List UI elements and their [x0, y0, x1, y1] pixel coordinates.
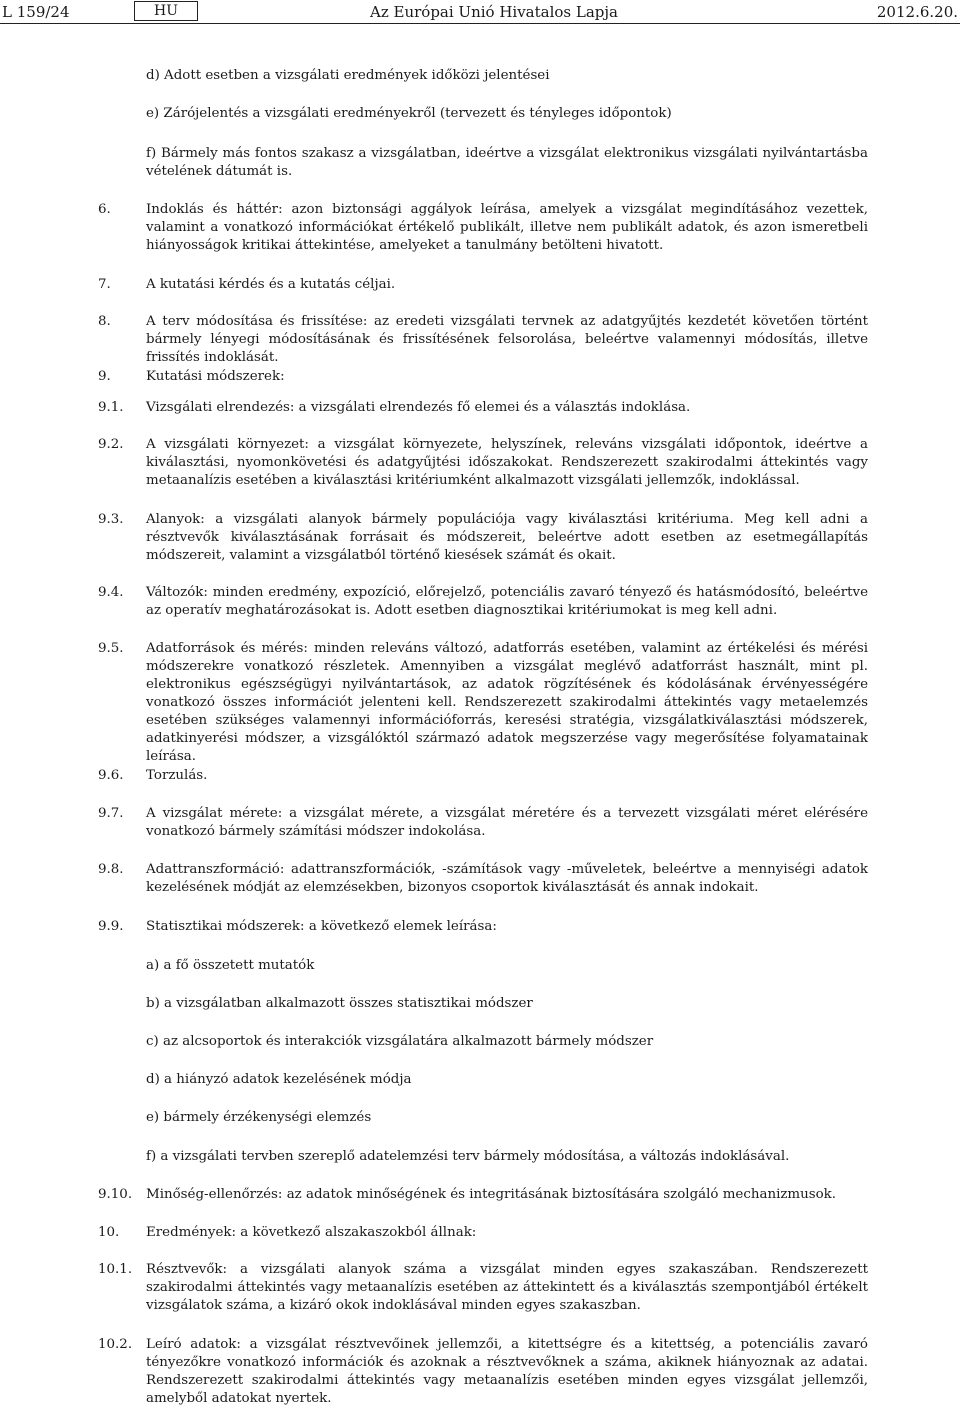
section-9-3: [98, 511, 868, 565]
section-10: [98, 1224, 868, 1242]
section-text: Adatforrások és mérés: minden releváns változó, adatforrás esetében, valamint az értékelési és mérési módszerekre vonatkozó részletek. Amennyiben a vizsgálat meglévő adatforrást használt, mint pl. elektronikus egészségügyi nyilvántartások, az adatok rögzítésének és kódolásának érvényességére vonatkozó összes információt jelenteni kell. Rendszerezett szakirodalmi áttekintés vagy metaelemzés esetében szükséges valamennyi információforrás, keresési stratégia, vizsgálatkiválasztási módszerek, adatkinyerési módszer, a vizsgálóktól származó adatok megszerzése vagy megerősítése folyamatainak leírása.: [146, 641, 868, 764]
section-9-5: [98, 640, 868, 766]
list-item: f) Bármely más fontos szakasz a vizsgálatban, ideértve a vizsgálat elektronikus vizsgálati nyilvántartásba vételének dátumát is.: [146, 146, 868, 179]
section-9-8: [98, 861, 868, 897]
page-code: L 159/24: [2, 3, 70, 21]
section-9-7: [98, 805, 868, 841]
section-10-2: [98, 1336, 868, 1408]
section-9-4: [98, 584, 868, 620]
section-text: Minőség-ellenőrzés: az adatok minőségének és integritásának biztosítására szolgáló mechanizmusok.: [146, 1187, 837, 1202]
section-9-6: [98, 767, 868, 785]
section-number: 9.7.: [98, 806, 124, 821]
list-item: c) az alcsoportok és interakciók vizsgálatára alkalmazott bármely módszer: [146, 1034, 654, 1049]
section-text: Vizsgálati elrendezés: a vizsgálati elrendezés fő elemei és a választás indoklása.: [146, 400, 691, 415]
section-number: 9.9.: [98, 919, 124, 934]
section-number: 9.10.: [98, 1187, 133, 1202]
section-text: Indoklás és háttér: azon biztonsági aggályok leírása, amelyek a vizsgálat megindításához vezettek, valamint a vonatkozó információkat értékelő publikált, illetve nem publikált adatok, és azon ismeretbeli hiányosságok kritikai áttekintése, amelyeket a tanulmány betölteni hivatott.: [146, 202, 868, 253]
section-text: Torzulás.: [146, 768, 208, 783]
section-text: A terv módosítása és frissítése: az eredeti vizsgálati tervnek az adatgyűjtés kezdetét követően történt bármely lényegi módosításának és frissítésének felsorolása, beleértve valamennyi módosítás, illetve frissítés indoklását.: [146, 314, 868, 365]
section-number: 10.: [98, 1225, 120, 1240]
section-9-1: [98, 399, 868, 417]
section-number: 9.1.: [98, 400, 124, 415]
section-text: Változók: minden eredmény, expozíció, előrejelző, potenciális zavaró tényező és hatásmódosító, beleértve az operatív meghatározásokat is. Adott esetben diagnosztikai kritériumokat is meg kell adni.: [146, 585, 868, 618]
section-number: 6.: [98, 202, 111, 217]
list-item: e) bármely érzékenységi elemzés: [146, 1110, 372, 1125]
section-text: A vizsgálati környezet: a vizsgálat környezete, helyszínek, releváns vizsgálati időpontok, ideértve a kiválasztási, nyomonkövetési és adatgyűjtési időszakokat. Rendszerezett szakirodalmi áttekintés vagy metaanalízis esetében a kiválasztási kritériumként alkalmazott vizsgálati jellemzők, indoklással.: [146, 437, 868, 488]
section-9: [98, 368, 868, 386]
publication-date: 2012.6.20.: [876, 3, 958, 21]
section-text: Adattranszformáció: adattranszformációk, -számítások vagy -műveletek, beleértve a mennyiségi adatok kezelésének módját az elemzésekben, bizonyos csoportok kiválasztását és annak indokait.: [146, 862, 868, 895]
section-text: A vizsgálat mérete: a vizsgálat mérete, a vizsgálat méretére és a tervezett vizsgálati méret elérésére vonatkozó bármely számítási módszer indokolása.: [146, 806, 868, 839]
section-6: [98, 201, 868, 255]
section-number: 9.5.: [98, 641, 124, 656]
section-text: Eredmények: a következő alszakaszokból állnak:: [146, 1225, 477, 1240]
list-item: f) a vizsgálati tervben szereplő adatelemzési terv bármely módosítása, a változás indoklásával.: [146, 1149, 790, 1164]
section-number: 10.2.: [98, 1337, 133, 1352]
section-9-2: [98, 436, 868, 490]
list-item: b) a vizsgálatban alkalmazott összes statisztikai módszer: [146, 996, 533, 1011]
section-number: 9.2.: [98, 437, 124, 452]
section-9-9: [98, 918, 868, 936]
section-text: Kutatási módszerek:: [146, 369, 285, 384]
section-10-1: [98, 1261, 868, 1315]
section-7: [98, 276, 868, 294]
section-number: 9.3.: [98, 512, 124, 527]
section-number: 9.: [98, 369, 111, 384]
section-text: Résztvevők: a vizsgálati alanyok száma a vizsgálat minden egyes szakaszában. Rendszerezett szakirodalmi áttekintés vagy metaanalízis esetében az áttekintett és a kiválasztás szempontjából értékelt vizsgálatok száma, a kizáró okok indoklásával minden egyes szakaszban.: [146, 1262, 868, 1313]
section-text: A kutatási kérdés és a kutatás céljai.: [146, 277, 396, 292]
list-item: d) a hiányzó adatok kezelésének módja: [146, 1072, 412, 1087]
section-number: 9.4.: [98, 585, 124, 600]
journal-title: Az Európai Unió Hivatalos Lapja: [370, 3, 618, 21]
section-number: 9.8.: [98, 862, 124, 877]
list-item: a) a fő összetett mutatók: [146, 958, 315, 973]
section-8: [98, 313, 868, 367]
section-number: 7.: [98, 277, 111, 292]
section-9-10: [98, 1186, 868, 1204]
list-item: d) Adott esetben a vizsgálati eredmények időközi jelentései: [146, 68, 550, 83]
list-item: e) Zárójelentés a vizsgálati eredményekről (tervezett és tényleges időpontok): [146, 106, 672, 121]
language-badge: HU: [134, 1, 198, 21]
page-header: [0, 0, 960, 24]
section-number: 9.6.: [98, 768, 124, 783]
section-number: 10.1.: [98, 1262, 133, 1277]
section-number: 8.: [98, 314, 111, 329]
section-text: Statisztikai módszerek: a következő elemek leírása:: [146, 919, 497, 934]
header-rule: [0, 23, 960, 24]
section-text: Alanyok: a vizsgálati alanyok bármely populációja vagy kiválasztási kritériuma. Meg kell adni a résztvevők kiválasztásának forrásait és módszereit, beleértve adott esetben az esetmegállapítás módszereit, valamint a vizsgálatból történő kiesések számát és okait.: [146, 512, 868, 563]
section-text: Leíró adatok: a vizsgálat résztvevőinek jellemzői, a kitettségre és a kitettség, a potenciális zavaró tényezőkre vonatkozó információk és azoknak a résztvevőknek a száma, akiknek hiányoznak az adatai. Rendszerezett szakirodalmi áttekintés vagy metaanalízis esetében minden egyes vizsgálat jellemzői, amelyből adatokat nyertek.: [146, 1337, 868, 1406]
